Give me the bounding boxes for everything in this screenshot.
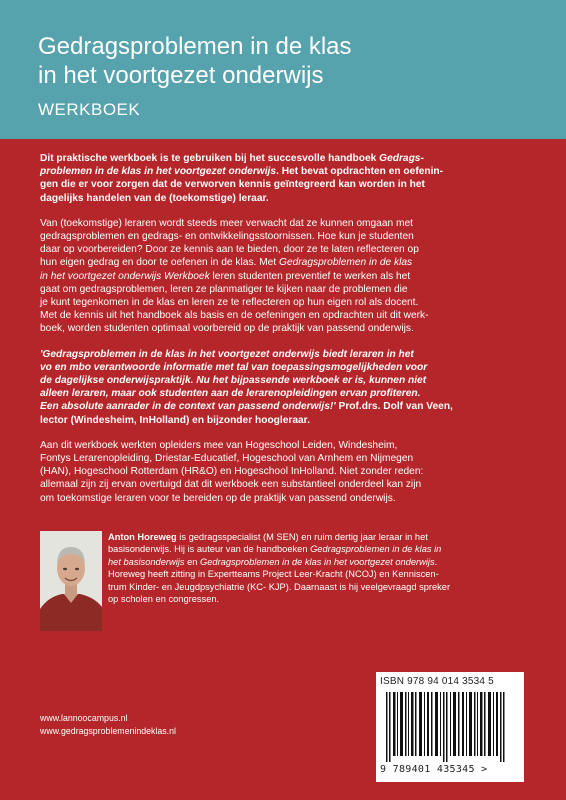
description-line: daar op voorbereiden? Door ze kennis aan te bieden, door ze te laten reflecteren op bbox=[40, 244, 419, 256]
blurb-body bbox=[40, 152, 530, 517]
barcode-icon bbox=[384, 692, 516, 762]
description-line: gaat om gedragsproblemen, leren ze planmatiger te kijken naar de problemen die bbox=[40, 283, 408, 295]
book-subtitle: WERKBOEK bbox=[38, 100, 141, 119]
barcode-digits: 9 789401 435345 > bbox=[380, 764, 488, 775]
description-line: je kunt tegenkomen in de klas en leren ze te reflecteren op hun eigen rol als docent. bbox=[40, 297, 419, 309]
quote-line: 'Gedragsproblemen in de klas in het voortgezet onderwijs biedt leraren in het bbox=[40, 348, 414, 360]
description-title-italic: in het voortgezet onderwijs Werkboek bbox=[40, 270, 210, 282]
author-bio-line: is gedragsspecialist (M SEN) en ruim dertig jaar leraar in het bbox=[176, 532, 428, 542]
description-line: boek, worden studenten optimaal voorbereid op de praktijk van passend onderwijs. bbox=[40, 323, 414, 335]
author-portrait-icon bbox=[40, 531, 102, 631]
header-band bbox=[0, 0, 566, 139]
author-book-title: Gedragsproblemen in de klas in bbox=[310, 544, 442, 555]
author-bio-line: Horeweg heeft zitting in Expertteams Project Leer-Kracht (NCOJ) en Kenniscen- bbox=[108, 569, 439, 580]
endorsement-quote bbox=[40, 348, 530, 427]
quote-attribution: lector (Windesheim, InHolland) en bijzonder hoogleraar. bbox=[40, 414, 310, 426]
description-line: Met de kennis uit het handboek als basis en de oefeningen en opdrachten uit dit werk- bbox=[40, 310, 429, 322]
contributors-line: (HAN), Hogeschool Rotterdam (HR&O) en Hogeschool InHolland. Niet zonder reden: bbox=[40, 466, 424, 478]
book-title bbox=[38, 32, 352, 90]
intro-text: Dit praktische werkboek is te gebruiken bij het succesvolle handboek bbox=[40, 153, 380, 164]
intro-paragraph bbox=[40, 152, 530, 205]
author-bio-line: en bbox=[184, 556, 200, 567]
title-line-1: Gedragsproblemen in de klas bbox=[38, 33, 352, 60]
contributors-line: allemaal zijn zij ervan overtuigd dat dit werkboek een substantieel onderdeel kan zijn bbox=[40, 479, 422, 491]
description-line: leren studenten preventief te werken als het bbox=[209, 270, 411, 282]
title-line-2: in het voortgezet onderwijs bbox=[38, 62, 324, 89]
quote-line: Een absolute aanrader in de context van passend onderwijs!' bbox=[40, 401, 336, 413]
quote-attribution: Prof.drs. Dolf van Veen, bbox=[335, 401, 453, 413]
author-name: Anton Horeweg bbox=[108, 532, 177, 542]
isbn-barcode-box bbox=[376, 672, 524, 782]
author-bio-line: trum Kinder- en Jeugdpsychiatrie (KC- KJP). Daarnaast is hij veelgevraagd spreker bbox=[108, 581, 451, 592]
description-paragraph bbox=[40, 217, 530, 336]
author-bio-line: basisonderwijs. Hij is auteur van de handboeken bbox=[108, 544, 311, 555]
contributors-line: Aan dit werkboek werkten opleiders mee van Hogeschool Leiden, Windesheim, bbox=[40, 439, 398, 451]
description-line: Van (toekomstige) leraren wordt steeds meer verwacht dat ze kunnen omgaan met bbox=[40, 217, 413, 229]
description-line: hun eigen gedrag en door te oefenen in de klas. Met bbox=[40, 257, 280, 269]
author-bio bbox=[108, 531, 450, 605]
book-url[interactable]: www.gedragsproblemenindeklas.nl bbox=[40, 726, 176, 736]
quote-line: vo en mbo verantwoorde informatie met tal van toepassingsmogelijkheden voor bbox=[40, 361, 428, 373]
quote-line: de dagelijkse onderwijspraktijk. Nu het bijpassende werkboek er is, kunnen niet bbox=[40, 375, 427, 387]
publisher-url[interactable]: www.lannoocampus.nl bbox=[40, 713, 128, 723]
intro-title-italic: problemen in de klas in het voortgezet onderwijs bbox=[40, 166, 277, 178]
contributors-line: Fontys Lerarenopleiding, Driestar-Educatief, Hogeschool van Arnhem en Nijmegen bbox=[40, 453, 414, 465]
contributors-line: om toekomstige leraren voor te bereiden op de praktijk van passend onderwijs. bbox=[40, 492, 396, 504]
author-book-title: het basisonderwijs bbox=[108, 556, 185, 567]
intro-text: . Het bevat opdrachten en oefenin- bbox=[276, 166, 444, 178]
description-line: gedragsproblemen en gedrags- en ontwikkelingsstoornissen. Hoe kun je studenten bbox=[40, 231, 414, 243]
author-photo bbox=[40, 531, 102, 631]
quote-line: alleen leraren, maar ook studenten aan de lerarenopleidingen ervan profiteren. bbox=[40, 388, 421, 400]
isbn-label: ISBN 978 94 014 3534 5 bbox=[380, 676, 494, 687]
intro-text: gen die er voor zorgen dat de verworven kennis geïntegreerd kan worden in het bbox=[40, 179, 425, 191]
author-bio-line: . bbox=[434, 556, 438, 567]
intro-text: dagelijks handelen van de (toekomstige) leraar. bbox=[40, 192, 269, 204]
description-title-italic: Gedragsproblemen in de klas bbox=[279, 257, 413, 269]
intro-title-italic: Gedrags- bbox=[379, 153, 424, 164]
contributors-paragraph bbox=[40, 439, 530, 505]
website-links bbox=[40, 712, 176, 738]
author-section bbox=[40, 531, 530, 641]
author-book-title: Gedragsproblemen in de klas in het voortgezet onderwijs bbox=[200, 556, 435, 567]
author-bio-line: op scholen en congressen. bbox=[108, 594, 220, 605]
